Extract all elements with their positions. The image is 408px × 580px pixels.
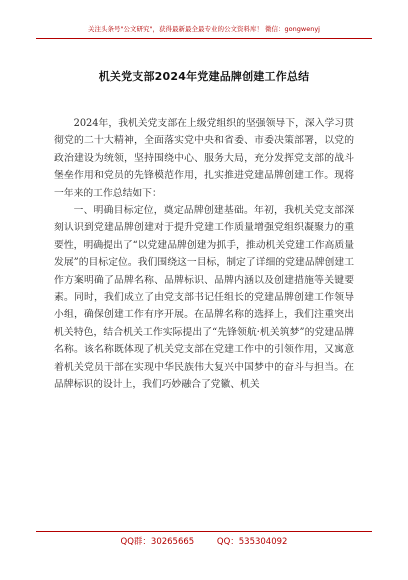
- document-title: 机关党支部2024年党建品牌创建工作总结: [98, 70, 310, 83]
- body-paragraph-section-1: 一、明确目标定位，奠定品牌创建基础。年初，我机关党支部深刻认识到党建品牌创建对于提升党建工作质量增强党组织凝聚力的重要性，明确提出了“以党建品牌创建为抓手，推动机关党建工作高质量发展”的目标定位。我们围绕这一目标，制定了详细的党建品牌创建工作方案明确了品牌名称、品牌标识、品牌内涵以及创建措施等关键要素。同时，我们成立了由党支部书记任组长的党建品牌创建工作领导小组，确保创建工作有序开展。在品牌名称的选择上，我们注重突出机关特色，结合机关工作实际提出了“先锋领航·机关筑梦”的党建品牌名称。该名称既体现了机关党支部在党建工作中的引领作用，又寓意着机关党员干部在实现中华民族伟大复兴中国梦中的奋斗与担当。在品牌标识的设计上，我们巧妙融合了党徽、机关: [54, 205, 354, 391]
- header-divider: [36, 38, 372, 39]
- body-paragraph-intro: 2024年，我机关党支部在上级党组织的坚强领导下，深入学习贯彻党的二十大精神，全面落实党中央和省委、市委决策部署，以党的政治建设为统领，坚持围绕中心、服务大局，充分发挥党支部的战斗堡垒作用和党员的先锋模范作用，扎实推进党建品牌创建工作。现将一年来的工作总结如下：: [54, 118, 354, 199]
- document-body: [54, 115, 354, 394]
- footer-contact: [0, 535, 408, 547]
- footer-qq-number: QQ：535304092: [216, 537, 288, 547]
- header-promo-text: 关注头条号"公文研究"，获得最新最全最专业的公文资料库！ 微信：gongwenyj: [88, 25, 320, 33]
- footer-qq-group: QQ群：30265665: [120, 537, 195, 547]
- footer-divider: [36, 531, 372, 532]
